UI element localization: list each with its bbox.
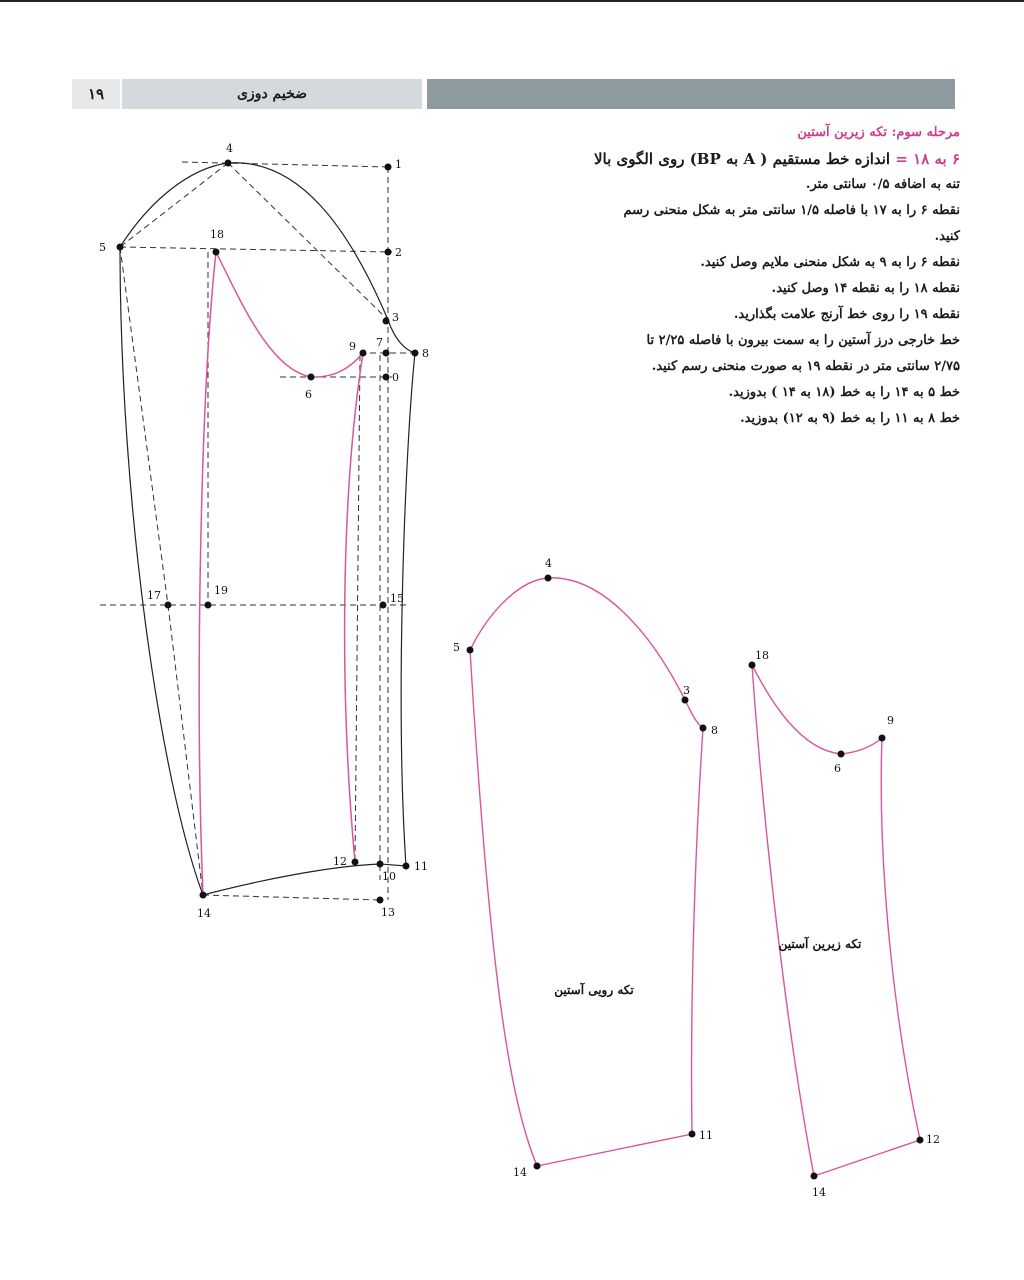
under-label-6: 6 <box>834 762 841 775</box>
running-title: ضخیم دوزی <box>122 79 422 109</box>
page-number: ۱۹ <box>72 79 120 109</box>
under-piece-points <box>749 662 924 1180</box>
label-9: 9 <box>349 340 356 353</box>
label-15: 15 <box>390 592 404 605</box>
under-sleeve-piece <box>749 649 941 1199</box>
instruction-line-6: نقطه ۱۸ را به نقطه ۱۴ وصل کنید. <box>771 281 960 296</box>
draft-points <box>117 160 419 904</box>
under-label-14: 14 <box>812 1186 826 1199</box>
top-label-14: 14 <box>513 1166 527 1179</box>
label-18: 18 <box>210 228 224 241</box>
instruction-line-4: کنید. <box>934 229 960 244</box>
top-label-3: 3 <box>683 684 690 697</box>
label-1: 1 <box>395 158 402 171</box>
top-piece-caption: تکه رویی آستین <box>554 983 634 997</box>
instruction-formula: ۶ به ۱۸ = <box>895 150 960 168</box>
top-piece-points <box>467 575 707 1170</box>
label-13: 13 <box>381 906 395 919</box>
label-10: 10 <box>382 870 396 883</box>
instruction-line-5: نقطه ۶ را به ۹ به شکل منحنی ملایم وصل کنید. <box>700 255 960 270</box>
sleeve-outline <box>120 163 415 895</box>
instruction-line-3: نقطه ۶ را به ۱۷ با فاصله ۱/۵ سانتی متر به شکل منحنی رسم <box>623 203 960 218</box>
label-8: 8 <box>422 347 429 360</box>
label-5: 5 <box>99 241 106 254</box>
label-0: 0 <box>392 371 399 384</box>
step-title: مرحله سوم: تکه زیرین آستین <box>797 125 960 140</box>
top-label-4: 4 <box>545 557 552 570</box>
under-label-18: 18 <box>755 649 769 662</box>
instruction-line-7: نقطه ۱۹ را روی خط آرنج علامت بگذارید. <box>733 307 960 322</box>
under-piece-caption: تکه زیرین آستین <box>778 937 862 951</box>
label-3: 3 <box>392 311 399 324</box>
label-7: 7 <box>376 336 383 349</box>
instruction-line-8: خط خارجی درز آستین را به سمت بیرون با فاصله ۲/۲۵ تا <box>646 333 960 348</box>
label-4: 4 <box>226 142 233 155</box>
instruction-line-11: خط ۸ به ۱۱ را به خط (۹ به ۱۲) بدوزید. <box>740 411 960 426</box>
under-sleeve-lines <box>199 252 363 895</box>
label-11: 11 <box>414 860 428 873</box>
instruction-line-9: ۲/۷۵ سانتی متر در نقطه ۱۹ به صورت منحنی رسم کنید. <box>651 359 960 374</box>
main-draft <box>99 142 429 920</box>
label-12: 12 <box>333 855 347 868</box>
label-17: 17 <box>147 589 161 602</box>
construction-lines <box>100 162 415 900</box>
top-label-11: 11 <box>699 1129 713 1142</box>
top-label-8: 8 <box>711 724 718 737</box>
label-19: 19 <box>214 584 228 597</box>
instruction-line-1-rest: اندازه خط مستقیم ( A به BP) روی الگوی بالا <box>593 150 891 168</box>
under-sleeve-outline <box>752 665 920 1176</box>
under-label-9: 9 <box>887 714 894 727</box>
label-6: 6 <box>305 388 312 401</box>
under-label-12: 12 <box>926 1133 940 1146</box>
top-label-5: 5 <box>453 641 460 654</box>
label-14: 14 <box>197 907 211 920</box>
instruction-line-10: خط ۵ به ۱۴ را به خط (۱۸ به ۱۴ ) بدوزید. <box>728 385 960 400</box>
top-sleeve-outline <box>470 578 703 1166</box>
top-sleeve-piece <box>453 557 718 1179</box>
instruction-line-2: تنه به اضافه ۰/۵ سانتی متر. <box>805 177 960 192</box>
label-2: 2 <box>395 246 402 259</box>
